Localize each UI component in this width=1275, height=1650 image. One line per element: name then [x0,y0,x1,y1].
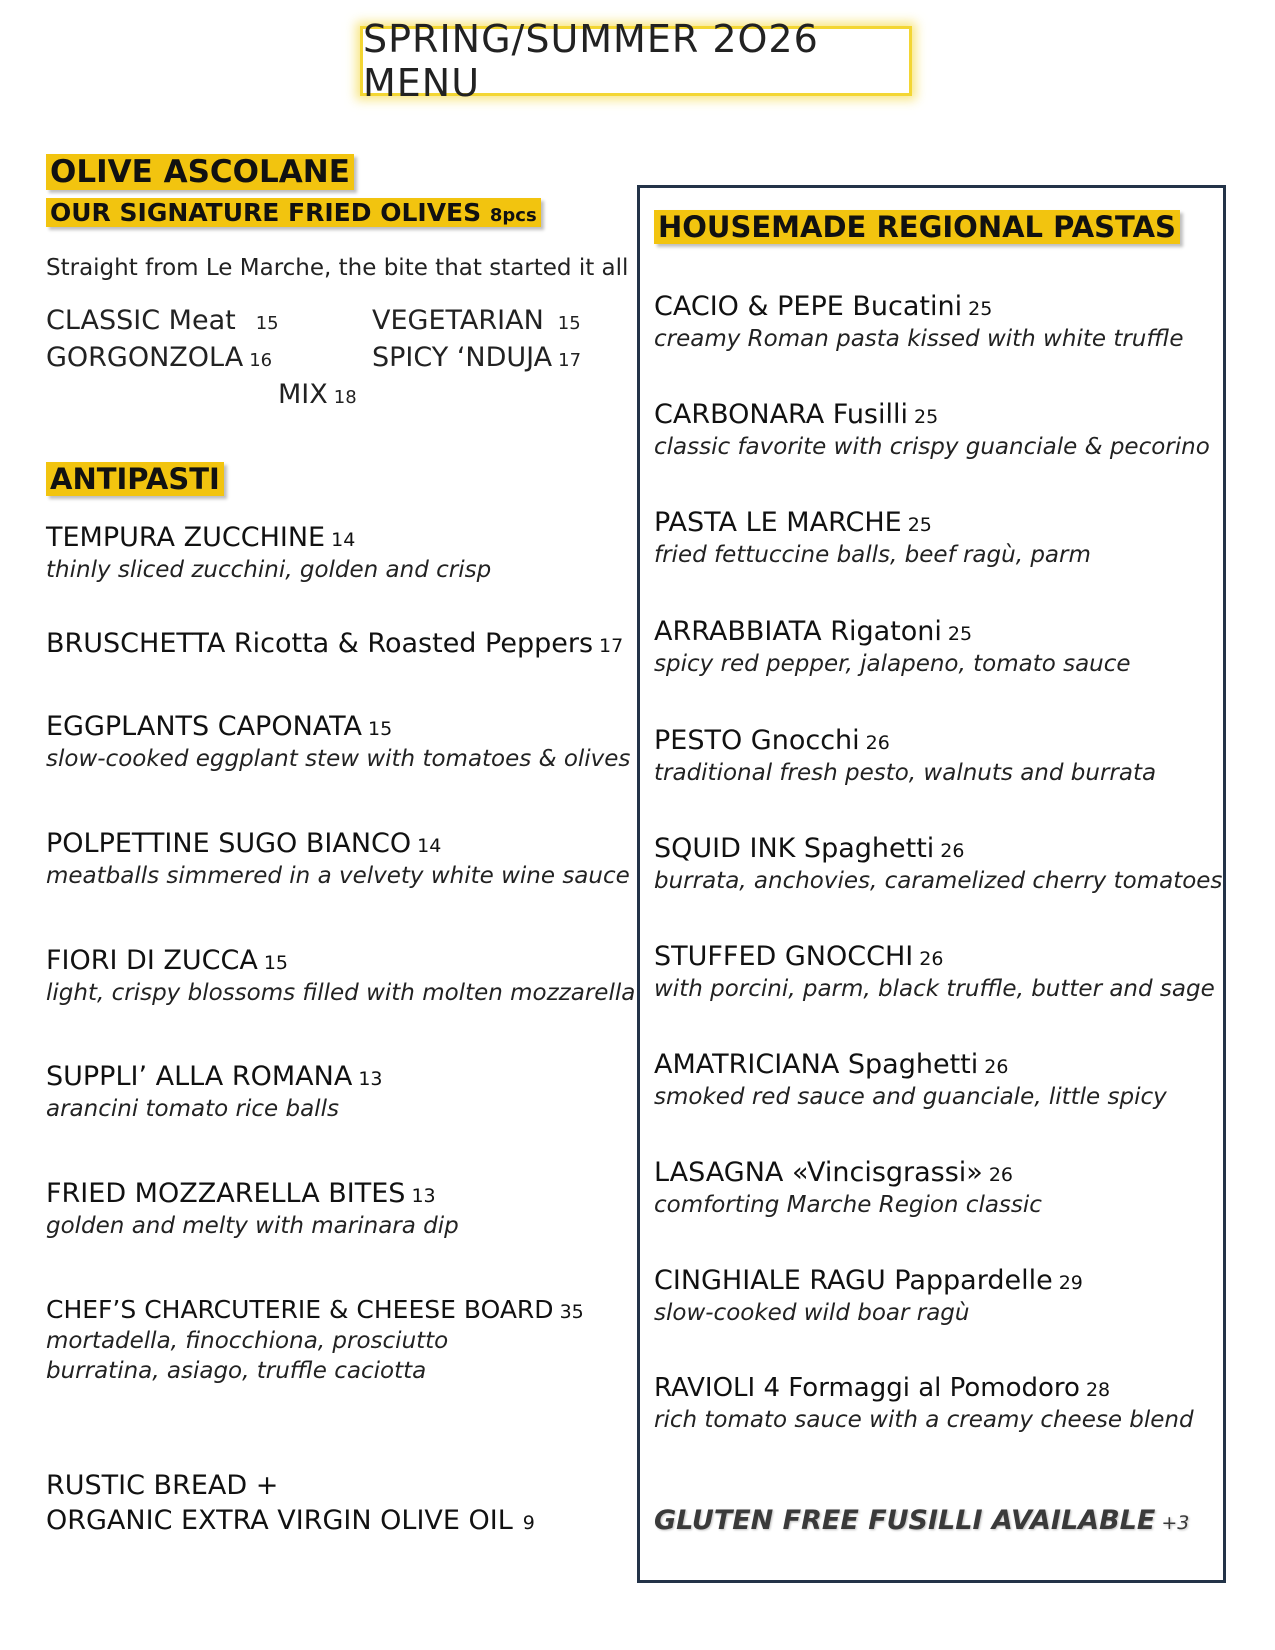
olive-item-price: 18 [333,387,357,408]
item-price: 25 [914,406,939,428]
item-name: POLPETTINE SUGO BIANCO [46,828,412,859]
antipasti-heading: ANTIPASTI [46,462,224,496]
olive-item-name: CLASSIC Meat [46,305,236,336]
olives-subheading-block [46,198,541,227]
antipasti-item [46,1061,383,1122]
item-name: PASTA LE MARCHE [654,507,902,538]
item-description: creamy Roman pasta kissed with white truffle [654,326,1184,352]
antipasti-item [46,711,630,772]
item-description: smoked red sauce and guanciale, little spicy [654,1084,1167,1110]
bread-line-2: ORGANIC EXTRA VIRGIN OLIVE OIL [46,1505,513,1536]
antipasti-heading-block [46,462,224,496]
olive-item-name: SPICY ‘NDUJA [372,342,553,373]
item-name: SQUID INK Spaghetti [654,833,935,864]
item-price: 15 [263,952,289,974]
olives-subheading-count: 8pcs [489,205,537,226]
item-name: ARRABBIATA Rigatoni [654,616,942,647]
bread-line-1: RUSTIC BREAD + [46,1470,279,1501]
item-name: SUPPLI’ ALLA ROMANA [46,1061,353,1092]
item-name: CHEF’S CHARCUTERIE & CHEESE BOARD [46,1295,554,1324]
item-price: 26 [919,948,944,970]
antipasti-item [46,1295,584,1384]
item-description: spicy red pepper, jalapeno, tomato sauce [654,651,1131,677]
item-price: 13 [411,1185,436,1207]
item-price: 26 [988,1164,1014,1186]
gluten-free-price: +3 [1161,1512,1190,1534]
item-description: slow-cooked eggplant stew with tomatoes & olives [46,746,631,772]
pasta-item [654,291,1184,352]
item-description: burrata, anchovies, caramelized cherry tomatoes [654,868,1223,894]
pasta-item [654,1049,1167,1110]
pasta-item [654,1157,1042,1218]
item-description: traditional fresh pesto, walnuts and burrata [654,760,1157,786]
olive-item [46,305,279,336]
olive-item-name: GORGONZOLA [46,342,244,373]
olive-item [372,342,581,373]
pasta-item [654,616,1131,677]
item-price: 14 [417,835,442,857]
item-name: CINGHIALE RAGU Pappardelle [654,1265,1053,1296]
item-price: 17 [599,635,624,657]
pasta-item [654,1265,1083,1326]
item-price: 25 [907,514,932,536]
item-name: FIORI DI ZUCCA [46,945,258,976]
item-name: LASAGNA «Vincisgrassi» [654,1157,983,1188]
olive-item-price: 17 [558,350,582,371]
item-price: 26 [865,732,890,754]
item-description: mortadella, finocchiona, prosciutto [46,1328,449,1354]
item-price: 14 [331,529,356,551]
antipasti-item [46,945,635,1006]
item-price: 13 [358,1068,383,1090]
pasta-item [654,1373,1194,1433]
bread-price: 9 [522,1512,535,1534]
item-description: comforting Marche Region classic [654,1192,1042,1218]
item-description: with porcini, parm, black truffle, butter and sage [654,976,1215,1002]
pasta-item [654,507,1091,568]
pasta-item [654,941,1215,1002]
olive-item [372,305,581,336]
item-name: BRUSCHETTA Ricotta & Roasted Peppers [46,628,594,659]
item-name: CARBONARA Fusilli [654,399,909,430]
antipasti-item [46,828,630,889]
item-price: 29 [1058,1272,1083,1294]
item-description: thinly sliced zucchini, golden and crisp [46,557,492,583]
olive-item-price: 16 [249,350,273,371]
item-description: slow-cooked wild boar ragù [654,1300,970,1326]
olives-subheading [46,198,541,227]
gluten-free-text: GLUTEN FREE FUSILLI AVAILABLE [654,1505,1156,1536]
antipasti-item [46,522,491,583]
item-description: golden and melty with marinara dip [46,1213,459,1239]
olive-item-name: MIX [278,379,328,410]
item-name: CACIO & PEPE Bucatini [654,291,963,322]
item-description: light, crispy blossoms filled with molten mozzarella [46,980,636,1006]
antipasti-item [46,1178,459,1239]
olive-item-price: 15 [557,313,581,334]
item-price: 25 [947,623,973,645]
antipasti-item [46,628,623,659]
olive-item [278,379,357,410]
item-price: 26 [984,1056,1009,1078]
item-description: rich tomato sauce with a creamy cheese blend [654,1407,1194,1433]
olives-heading-block [46,154,354,190]
item-price: 35 [559,1301,584,1323]
gluten-free-note [654,1505,1189,1536]
menu-title: SPRING/SUMMER 2O26 MENU [360,26,912,96]
item-name: PESTO Gnocchi [654,725,860,756]
item-name: EGGPLANTS CAPONATA [46,711,363,742]
olives-heading: OLIVE ASCOLANE [46,154,354,190]
item-description: classic favorite with crispy guanciale & pecorino [654,434,1210,460]
item-price: 26 [940,840,965,862]
item-name: TEMPURA ZUCCHINE [46,522,326,553]
item-description: meatballs simmered in a velvety white wine sauce [46,863,630,889]
pasta-heading: HOUSEMADE REGIONAL PASTAS [654,210,1180,244]
item-description-line2: burratina, asiago, truffle caciotta [46,1358,427,1384]
olive-item [46,342,272,373]
bread-item [46,1470,535,1536]
item-name: FRIED MOZZARELLA BITES [46,1178,406,1209]
item-price: 28 [1085,1379,1111,1401]
pasta-item [654,399,1210,460]
item-name: RAVIOLI 4 Formaggi al Pomodoro [654,1373,1080,1403]
item-name: AMATRICIANA Spaghetti [654,1049,979,1080]
item-description: fried fettuccine balls, beef ragù, parm [654,542,1091,568]
item-description: arancini tomato rice balls [46,1096,339,1122]
pasta-item [654,725,1156,786]
item-price: 25 [968,298,993,320]
olive-item-name: VEGETARIAN [372,305,544,336]
olives-subheading-text: OUR SIGNATURE FRIED OLIVES [50,198,482,227]
pasta-item [654,833,1222,894]
olives-tagline: Straight from Le Marche, the bite that started it all [46,255,629,281]
item-name: STUFFED GNOCCHI [654,941,914,972]
pasta-heading-block [654,210,1180,244]
olive-item-price: 15 [255,313,279,334]
item-price: 15 [368,718,393,740]
